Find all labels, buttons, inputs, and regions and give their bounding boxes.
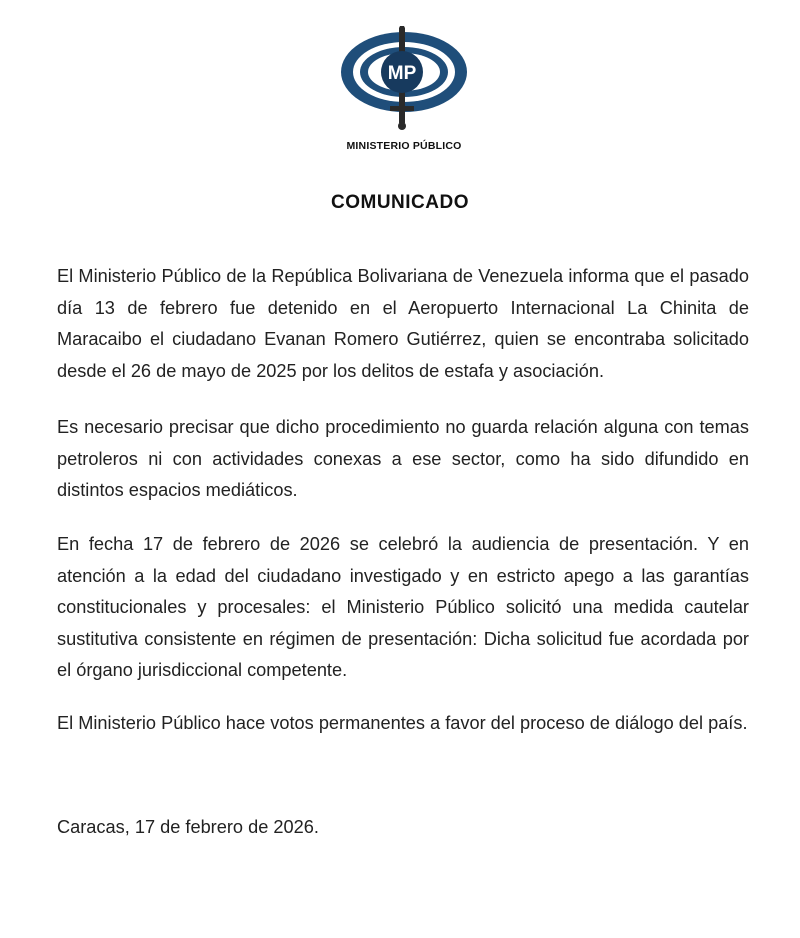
ministerio-publico-logo: [338, 26, 470, 134]
seal-letters: MP: [387, 63, 417, 84]
seal-icon: [338, 26, 470, 134]
organization-name: MINISTERIO PÚBLICO: [346, 140, 462, 152]
paragraph-2: Es necesario precisar que dicho procedimiento no guarda relación alguna con temas petroleros ni con actividades conexas a ese sector, como ha sido difundido en distintos espacios mediáticos.: [57, 417, 749, 501]
paragraph-3: En fecha 17 de febrero de 2026 se celebró la audiencia de presentación. Y en atención a la edad del ciudadano investigado y en estricto apego a las garantías constitucionales y procesales: el Ministerio Público solicitó una medida cautelar sustitutiva consistente en régimen de presentación: Dicha solicitud fue acordada por el órgano jurisdiccional competente.: [57, 534, 749, 681]
place-and-date: Caracas, 17 de febrero de 2026.: [57, 817, 319, 837]
paragraph-1: El Ministerio Público de la República Bolivariana de Venezuela informa que el pasado día 13 de febrero fue detenido en el Aeropuerto Internacional La Chinita de Maracaibo el ciudadano Evanan Romero Gutiérrez, quien se encontraba solicitado desde el 26 de mayo de 2025 por los delitos de estafa y asociación.: [57, 266, 749, 381]
paragraph-4: El Ministerio Público hace votos permanentes a favor del proceso de diálogo del país.: [57, 713, 748, 734]
document-title: COMUNICADO: [331, 192, 469, 213]
